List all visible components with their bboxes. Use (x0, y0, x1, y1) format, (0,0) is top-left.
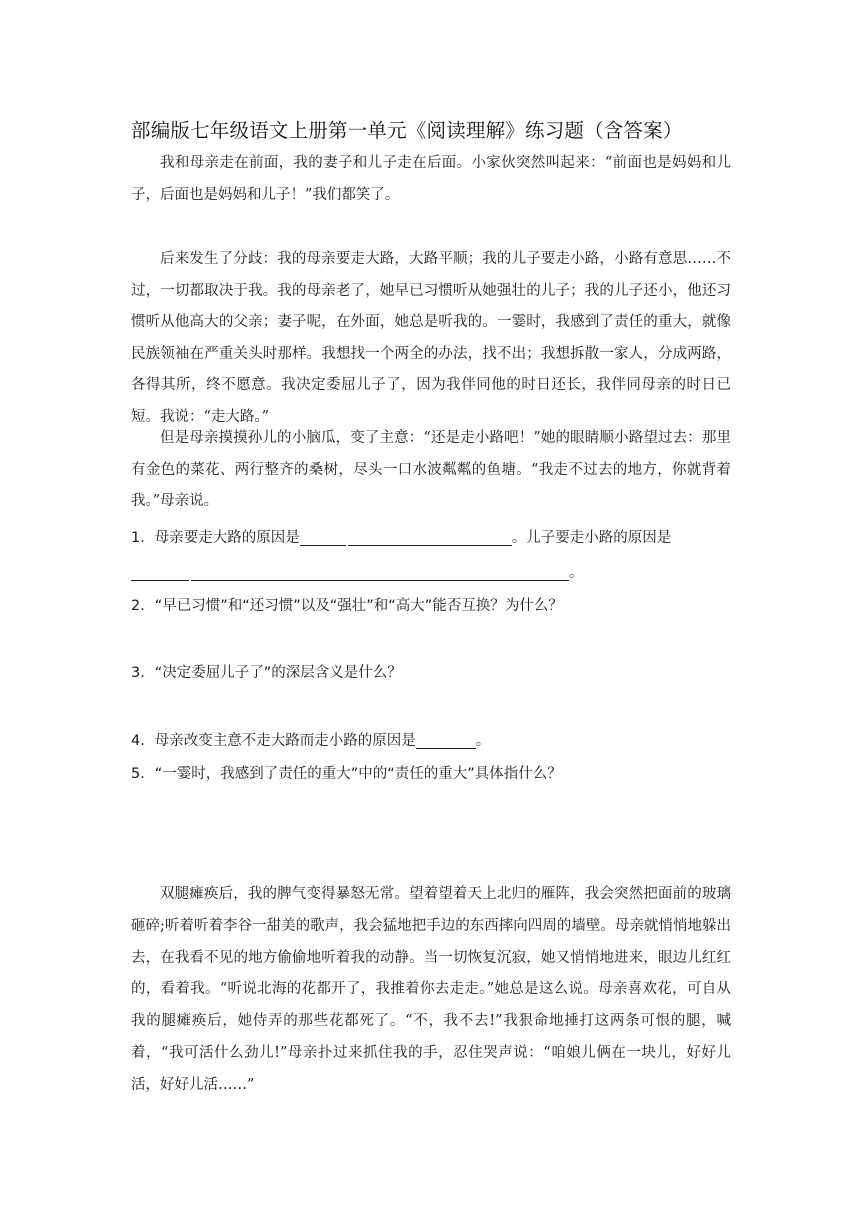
question-1-part-b: 。儿子要走小路的原因是 (511, 530, 672, 546)
answer-blank[interactable] (348, 528, 498, 546)
question-2: 2．“早已习惯”和“还习惯”以及“强壮”和“高大”能否互换？为什么？ (131, 598, 563, 614)
question-3: 3．“决定委屈儿子了”的深层含义是什么？ (131, 665, 402, 681)
question-4-end: 。 (475, 733, 491, 749)
passage1-paragraph-2: 后来发生了分歧：我的母亲要走大路，大路平顺；我的儿子要走小路，小路有意思……不过，一切都取决于我。我的母亲老了，她早已习惯听从她强壮的儿子；我的儿子还小，他还习惯听从他高大的父亲；妻子呢，在外面，她总是听我的。一霎时，我感到了责任的重大，就像民族领袖在严重关头时那样。我想找一个两全的办法，找不出；我想拆散一家人，分成两路，各得其所，终不愿意。我决定委屈儿子了，因为我伴同他的时日还长，我伴同母亲的时日已短。我说：“走大路。” (131, 251, 731, 425)
answer-blank[interactable] (300, 528, 346, 546)
answer-blank[interactable] (131, 563, 189, 581)
question-4 (131, 724, 741, 758)
question-1-continuation (131, 556, 741, 590)
question-1-part-a: 1．母亲要走大路的原因是 (131, 530, 300, 546)
passage1-paragraph-1: 我和母亲走在前面，我的妻子和儿子走在后面。小家伙突然叫起来：“前面也是妈妈和儿子，后面也是妈妈和儿子！”我们都笑了。 (131, 155, 731, 203)
document-title: 部编版七年级语文上册第一单元《阅读理解》练习题（含答案） (131, 119, 683, 142)
passage1-paragraph-3: 但是母亲摸摸孙儿的小脑瓜，变了主意：“还是走小路吧！”她的眼睛顺小路望过去：那里有金色的菜花、两行整齐的桑树，尽头一口水波粼粼的鱼塘。“我走不过去的地方，你就背着我。”母亲说。 (131, 430, 731, 509)
answer-blank[interactable] (416, 731, 476, 749)
question-4-text: 4．母亲改变主意不走大路而走小路的原因是 (131, 733, 416, 749)
question-5: 5．“一霎时，我感到了责任的重大”中的“责任的重大”具体指什么？ (131, 766, 562, 782)
question-1-end: 。 (569, 565, 584, 581)
question-1 (131, 521, 741, 555)
passage2-paragraph-1: 双腿瘫痪后，我的脾气变得暴怒无常。望着望着天上北归的雁阵，我会突然把面前的玻璃砸碎;听着听着李谷一甜美的歌声，我会猛地把手边的东西摔向四周的墙壁。母亲就悄悄地躲出去，在我看不见的地方偷偷地听着我的动静。当一切恢复沉寂，她又悄悄地进来，眼边儿红红的，看着我。“听说北海的花都开了，我推着你去走走。”她总是这么说。母亲喜欢花，可自从我的腿瘫痪后，她侍弄的那些花都死了。“不，我不去!”我狠命地捶打这两条可恨的腿，喊着，“我可活什么劲儿!”母亲扑过来抓住我的手，忍住哭声说：“咱娘儿俩在一块儿，好好儿活，好好儿活……” (131, 886, 731, 1093)
answer-blank[interactable] (191, 563, 569, 581)
answer-blank[interactable] (498, 528, 512, 546)
